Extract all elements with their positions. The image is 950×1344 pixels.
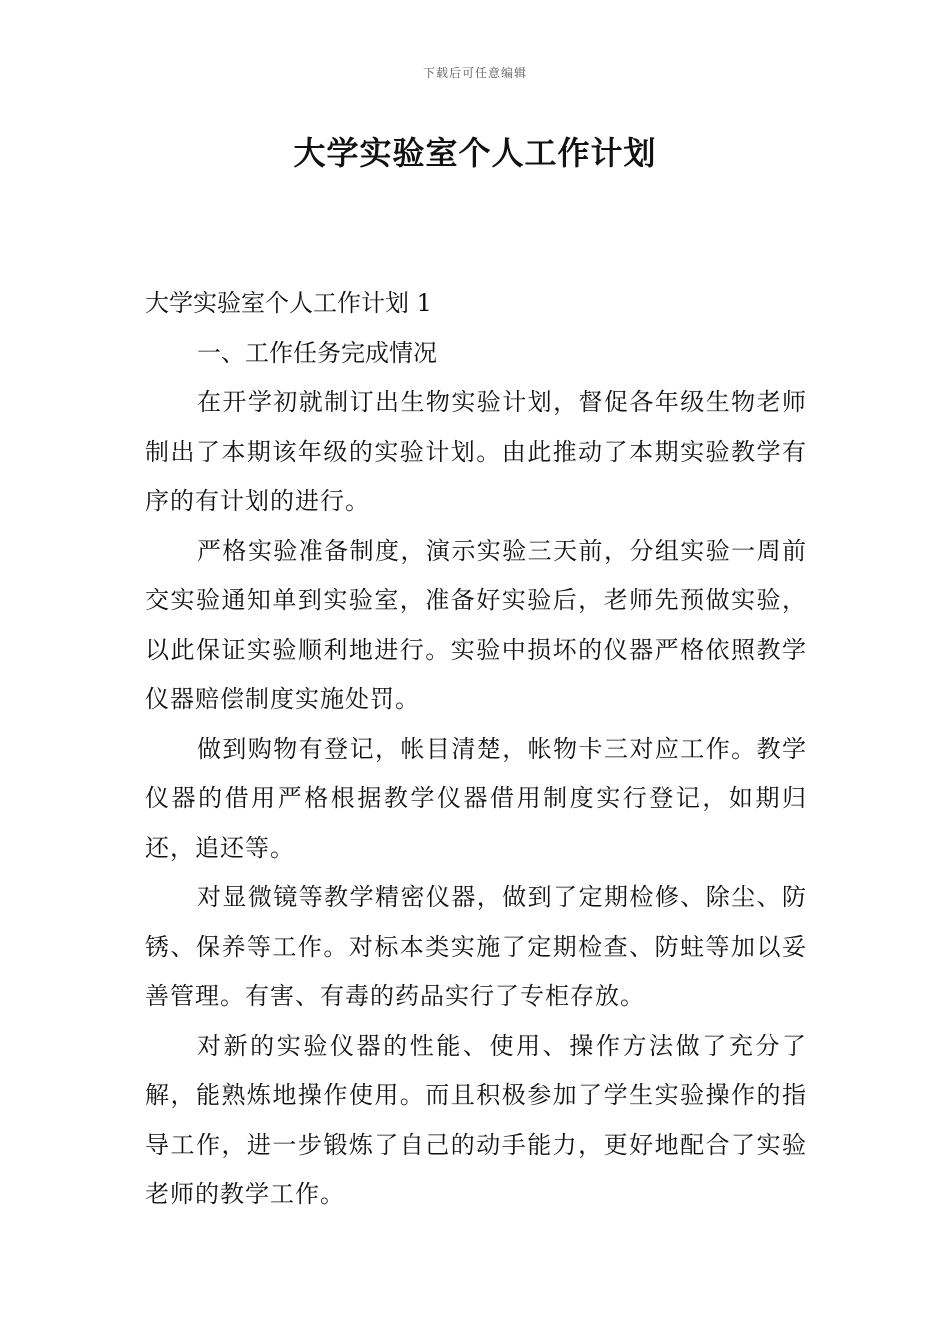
document-body: [145, 278, 807, 1220]
document-title: 大学实验室个人工作计划: [293, 134, 657, 172]
paragraph-5: 对新的实验仪器的性能、使用、操作方法做了充分了解，能熟炼地操作使用。而且积极参加了学生实验操作的指导工作，进一步锻炼了自己的动手能力，更好地配合了实验老师的教学工作。: [145, 1031, 807, 1208]
subsection-title: 一、工作任务完成情况: [197, 339, 437, 367]
paragraph-2: 严格实验准备制度，演示实验三天前，分组实验一周前交实验通知单到实验室，准备好实验后，老师先预做实验，以此保证实验顺利地进行。实验中损坏的仪器严格依照教学仪器赔偿制度实施处罚。: [145, 536, 807, 713]
paragraph-4: 对显微镜等教学精密仪器，做到了定期检修、除尘、防锈、保养等工作。对标本类实施了定期检查、防蛀等加以妥善管理。有害、有毒的药品实行了专柜存放。: [145, 883, 807, 1010]
paragraph-3: 做到购物有登记，帐目清楚，帐物卡三对应工作。教学仪器的借用严格根据教学仪器借用制度实行登记，如期归还，追还等。: [145, 734, 807, 862]
header-watermark: 下载后可任意编辑: [422, 66, 527, 80]
section-title: 大学实验室个人工作计划 1: [145, 289, 432, 317]
paragraph-1: 在开学初就制订出生物实验计划，督促各年级生物老师制出了本期该年级的实验计划。由此推动了本期实验教学有序的有计划的进行。: [145, 388, 807, 515]
